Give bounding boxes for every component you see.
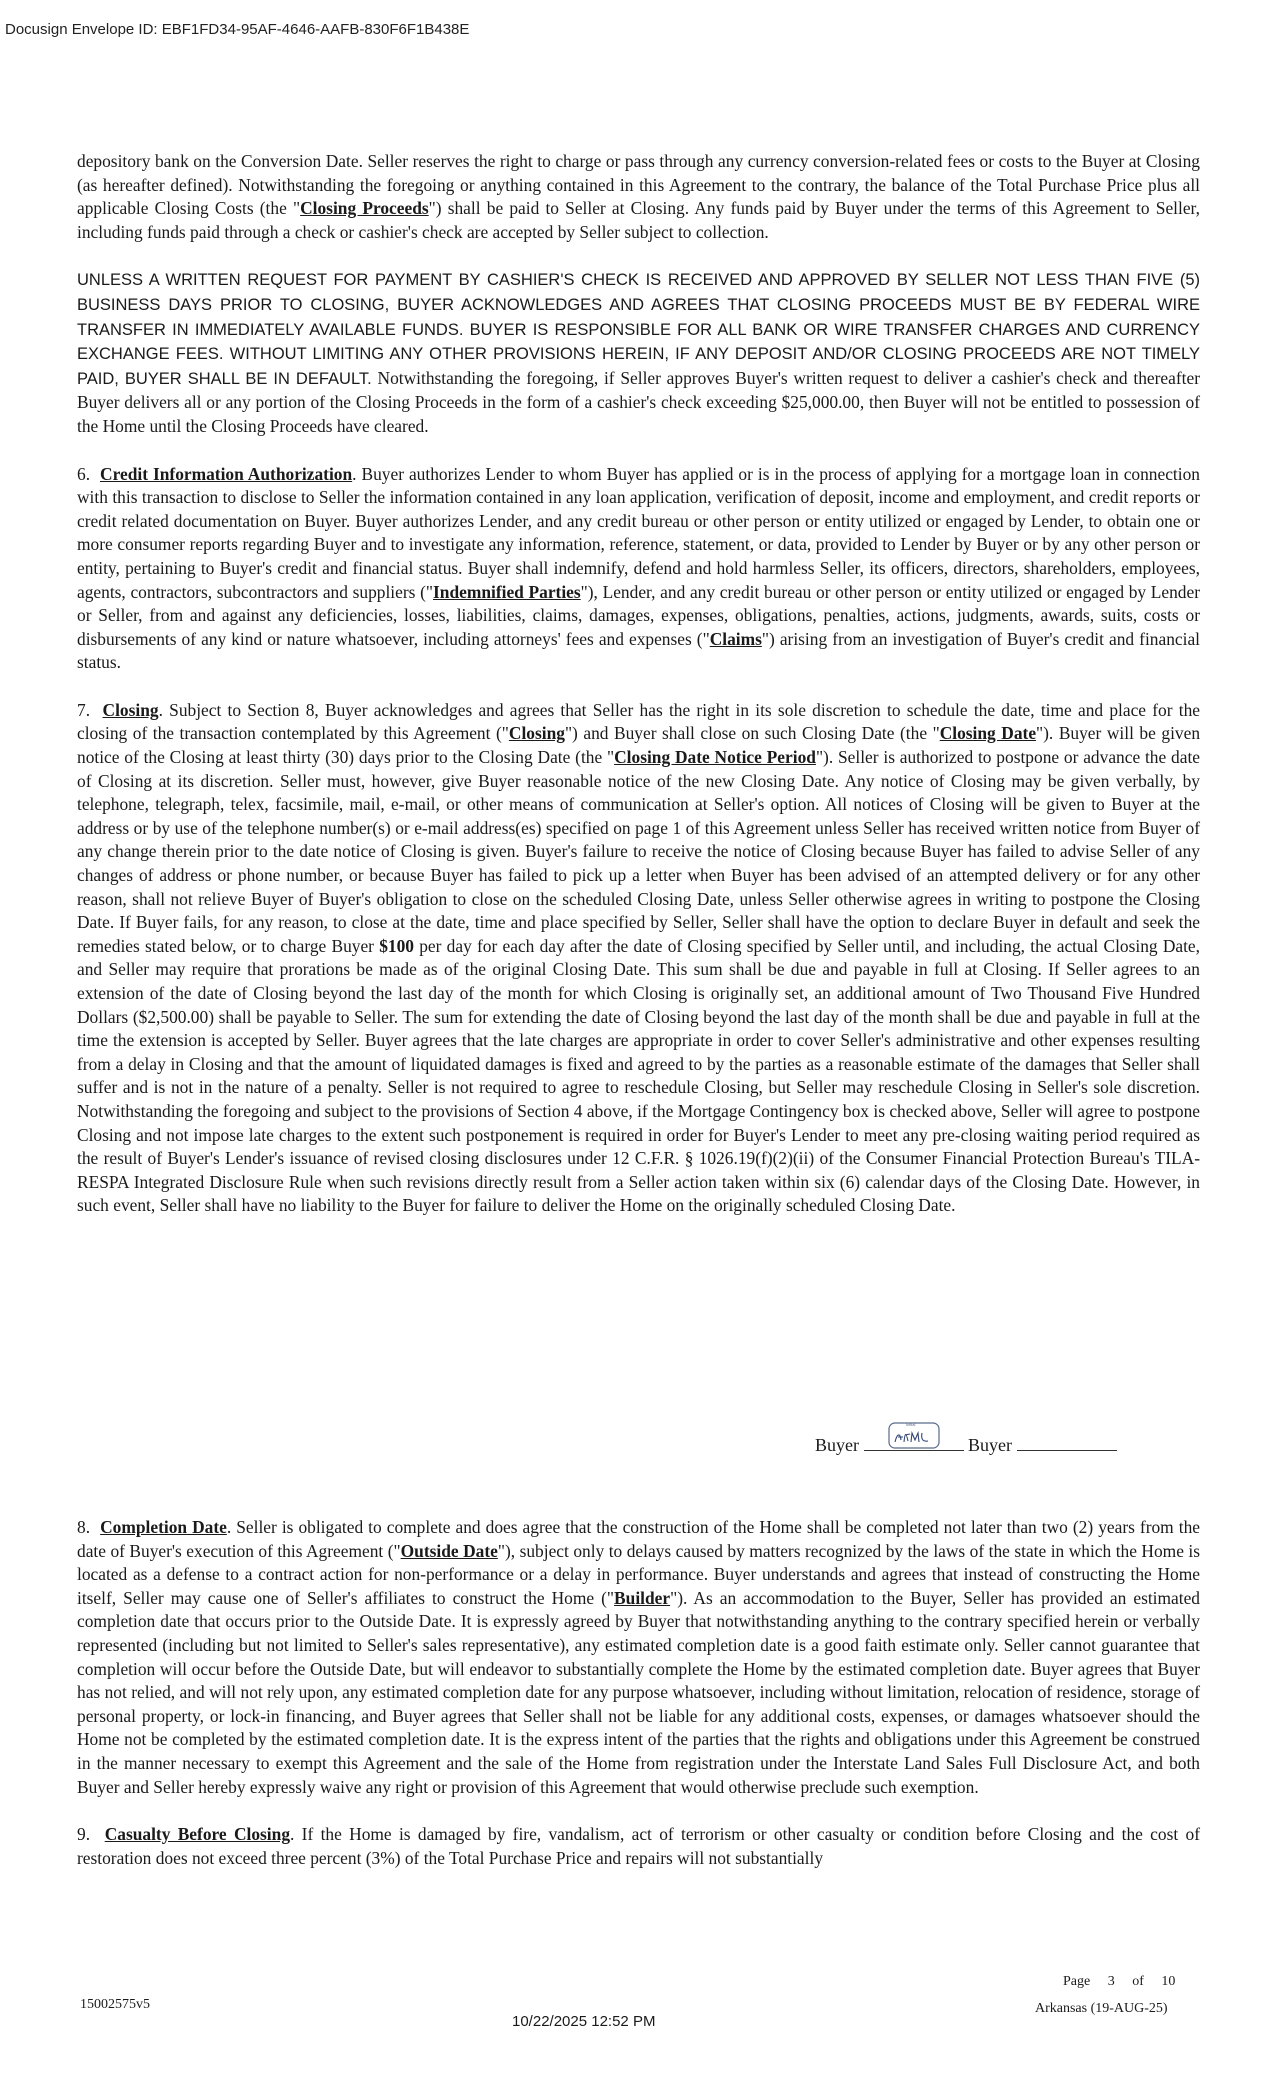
defined-term-closing: Closing xyxy=(508,723,565,744)
buyer-initial-field-2[interactable] xyxy=(1017,1432,1117,1451)
page-number: Page 3 of 10 xyxy=(1063,1974,1176,1989)
envelope-id: Docusign Envelope ID: EBF1FD34-95AF-4646-AAFB-830F6F1B438E xyxy=(5,21,470,38)
section-7-title: Closing xyxy=(102,699,159,720)
section-6-title: Credit Information Authorization xyxy=(100,463,353,484)
state-version: Arkansas (19-AUG-25) xyxy=(1035,2001,1168,2016)
defined-term-closing-date: Closing Date xyxy=(939,723,1037,744)
document-id: 15002575v5 xyxy=(80,1997,150,2012)
section-8: 8. Completion Date. Seller is obligated to complete and does agree that the construction of the Home shall be completed not later than two (2) years from the date of Buyer's execution of this Agreement ("Outside Date"), subject only to delays caused by matters recognized by the laws of the state in which the Home is located as a defense to a contract action for non-performance or a delay in performance. Buyer understands and agrees that instead of constructing the Home itself, Seller may cause one of Seller's affiliates to construct the Home ("Builder"). As an accommodation to the Buyer, Seller has provided an estimated completion date that occurs prior to the Outside Date. It is expressly agreed by Buyer that notwithstanding anything to the contrary specified herein or verbally represented (including but not limited to Seller's sales representative), any estimated completion date is a good faith estimate only. Seller cannot guarantee that completion will occur before the Outside Date, but will endeavor to substantially complete the Home by the estimated completion date. Buyer agrees that Buyer has not relied, and will not rely upon, any estimated completion date for any purpose whatsoever, including without limitation, relocation of residence, storage of personal property, or lock-in financing, and Buyer agrees that Seller shall not be liable for any additional costs, expenses, or damages whatsoever should the Home not be completed by the estimated completion date. It is the express intent of the parties that the rights and obligations under this Agreement be construed in the manner necessary to exempt this Agreement and the sale of the Home from registration under the Interstate Land Sales Full Disclosure Act, and both Buyer and Seller hereby expressly waive any right or provision of this Agreement that would otherwise preclude such exemption. xyxy=(77,1517,1201,1797)
defined-term-claims: Claims xyxy=(709,628,762,649)
buyer-label-2: Buyer xyxy=(968,1435,1012,1455)
section-8-title: Completion Date xyxy=(100,1517,227,1537)
late-charge-amount: $100 xyxy=(379,935,414,956)
section-7: 7. Closing. Subject to Section 8, Buyer acknowledges and agrees that Seller has the right in its sole discretion to schedule the date, time and place for the closing of the transaction contemplated by this Agreement ("Closing") and Buyer shall close on such Closing Date (the "Closing Date"). Buyer will be given notice of the Closing at least thirty (30) days prior to the Closing Date (the "Closing Date Notice Period"). Seller is authorized to postpone or advance the date of Closing at its discretion. Seller must, however, give Buyer reasonable notice of the new Closing Date. Any notice of Closing may be given verbally, by telephone, telegraph, telex, facsimile, mail, e-mail, or other means of communication at Seller's option. All notices of Closing will be given to Buyer at the address or by use of the telephone number(s) or e-mail address(es) specified on page 1 of this Agreement unless Seller has received written notice from Buyer of any change therein prior to the date notice of Closing is given. Buyer's failure to receive the notice of Closing because Buyer has failed to advise Seller of any changes of address or phone number, or because Buyer has failed to pick up a letter when Buyer has been advised of an attempted delivery or for any other reason, shall not relieve Buyer of Buyer's obligation to close on the scheduled Closing Date, unless Seller otherwise agrees in writing to postpone the Closing Date. If Buyer fails, for any reason, to close at the date, time and place specified by Seller, Seller shall have the option to declare Buyer in default and seek the remedies stated below, or to charge Buyer $100 per day for each day after the date of Closing specified by Seller until, and including, the actual Closing Date, and Seller may require that prorations be made as of the original Closing Date. This sum shall be due and payable in full at Closing. If Seller agrees to an extension of the date of Closing beyond the last day of the month for which Closing is originally set, an additional amount of Two Thousand Five Hundred Dollars ($2,500.00) shall be payable to Seller. The sum for extending the date of Closing beyond the last day of the month shall be due and payable in full at the time the extension is accepted by Seller. Buyer agrees that the late charges are appropriate in order to cover Seller's administrative and other expenses resulting from a delay in Closing and that the amount of liquidated damages is fixed and agreed to by the parties as a reasonable estimate of the damages that Seller shall suffer and is not in the nature of a penalty. Seller is not required to agree to reschedule Closing, but Seller may reschedule Closing in Seller's sole discretion. Notwithstanding the foregoing and subject to the provisions of Section 4 above, if the Mortgage Contingency box is checked above, Seller will agree to postpone Closing and not impose late charges to the extent such postponement is required in order for Buyer's Lender to meet any pre-closing waiting period required as the result of Buyer's Lender's issuance of revised closing disclosures under 12 C.F.R. § 1026.19(f)(2)(ii) of the Consumer Financial Protection Bureau's TILA-RESPA Integrated Disclosure Rule when such revisions directly result from a Seller action taken within six (6) calendar days of the Closing Date. However, in such event, Seller shall have no liability to the Buyer for failure to deliver the Home on the originally scheduled Closing Date. xyxy=(77,699,1201,1216)
defined-term-builder: Builder xyxy=(614,1587,671,1608)
buyer-label-1: Buyer xyxy=(815,1435,859,1455)
paragraph-closing-proceeds: depository bank on the Conversion Date. Seller reserves the right to charge or pass through any currency conversion-related fees or costs to the Buyer at Closing (as hereafter defined). Notwithstanding the foregoing or anything contained in this Agreement to the contrary, the balance of the Total Purchase Price plus all applicable Closing Costs (the "Closing Proceeds") shall be paid to Seller at Closing. Any funds paid by Buyer under the terms of this Agreement to Seller, including funds paid through a check or cashier's check are accepted by Seller subject to collection. xyxy=(77,151,1201,242)
initials-signature-image xyxy=(888,1420,940,1450)
svg-text:Initial: Initial xyxy=(905,1422,915,1427)
paragraph-wire-transfer: UNLESS A WRITTEN REQUEST FOR PAYMENT BY CASHIER'S CHECK IS RECEIVED AND APPROVED BY SELLER NOT LESS THAN FIVE (5) BUSINESS DAYS PRIOR TO CLOSING, BUYER ACKNOWLEDGES AND AGREES THAT CLOSING PROCEEDS MUST BE BY FEDERAL WIRE TRANSFER IN IMMEDIATELY AVAILABLE FUNDS. BUYER IS RESPONSIBLE FOR ALL BANK OR WIRE TRANSFER CHARGES AND CURRENCY EXCHANGE FEES. WITHOUT LIMITING ANY OTHER PROVISIONS HEREIN, IF ANY DEPOSIT AND/OR CLOSING PROCEEDS ARE NOT TIMELY PAID, BUYER SHALL BE IN DEFAULT. Notwithstanding the foregoing, if Seller approves Buyer's written request to deliver a cashier's check and thereafter Buyer delivers all or any portion of the Closing Proceeds in the form of a cashier's check exceeding $25,000.00, then Buyer will not be entitled to possession of the Home until the Closing Proceeds have cleared. xyxy=(77,271,1200,436)
section-9: 9. Casualty Before Closing. If the Home is damaged by fire, vandalism, act of terrorism or other casualty or condition before Closing and the cost of restoration does not exceed three percent (3%) of the Total Purchase Price and repairs will not substantially xyxy=(77,1824,1200,1868)
buyer-initial-field-1[interactable] xyxy=(864,1422,964,1451)
section-9-title: Casualty Before Closing xyxy=(104,1824,291,1845)
defined-term-closing-date-notice-period: Closing Date Notice Period xyxy=(614,747,816,768)
buyer-initials-row xyxy=(815,1422,1117,1456)
timestamp: 10/22/2025 12:52 PM xyxy=(512,2013,656,2030)
defined-term-closing-proceeds: Closing Proceeds xyxy=(300,198,429,219)
document-body-continued xyxy=(77,1516,1200,1894)
defined-term-outside-date: Outside Date xyxy=(400,1540,498,1561)
defined-term-indemnified-parties: Indemnified Parties xyxy=(433,581,581,602)
caps-notice: UNLESS A WRITTEN REQUEST FOR PAYMENT BY CASHIER'S CHECK IS RECEIVED AND APPROVED BY SELLER NOT LESS THAN FIVE (5) BUSINESS DAYS PRIOR TO CLOSING, BUYER ACKNOWLEDGES AND AGREES THAT CLOSING PROCEEDS MUST BE BY FEDERAL WIRE TRANSFER IN IMMEDIATELY AVAILABLE FUNDS. BUYER IS RESPONSIBLE FOR ALL BANK OR WIRE TRANSFER CHARGES AND CURRENCY EXCHANGE FEES. WITHOUT LIMITING ANY OTHER PROVISIONS HEREIN, IF ANY DEPOSIT AND/OR CLOSING PROCEEDS ARE NOT TIMELY PAID, BUYER SHALL BE IN DEFAULT. xyxy=(77,271,1200,388)
document-body xyxy=(77,150,1200,1242)
section-6: 6. Credit Information Authorization. Buyer authorizes Lender to whom Buyer has applied or is in the process of applying for a mortgage loan in connection with this transaction to disclose to Seller the information contained in any loan application, verification of deposit, income and employment, and credit reports or credit related documentation on Buyer. Buyer authorizes Lender, and any credit bureau or other person or entity utilized or engaged by Lender, to obtain one or more consumer reports regarding Buyer and to investigate any information, reference, statement, or data, provided to Lender by Buyer or by any other person or entity, pertaining to Buyer's credit and financial status. Buyer shall indemnify, defend and hold harmless Seller, its officers, directors, shareholders, employees, agents, contractors, subcontractors and suppliers ("Indemnified Parties"), Lender, and any credit bureau or other person or entity utilized or engaged by Lender or Seller, from and against any deficiencies, losses, liabilities, claims, damages, expenses, obligations, penalties, actions, judgments, awards, suits, costs or disbursements of any kind or nature whatsoever, including attorneys' fees and expenses ("Claims") arising from an investigation of Buyer's credit and financial status. xyxy=(77,463,1201,673)
